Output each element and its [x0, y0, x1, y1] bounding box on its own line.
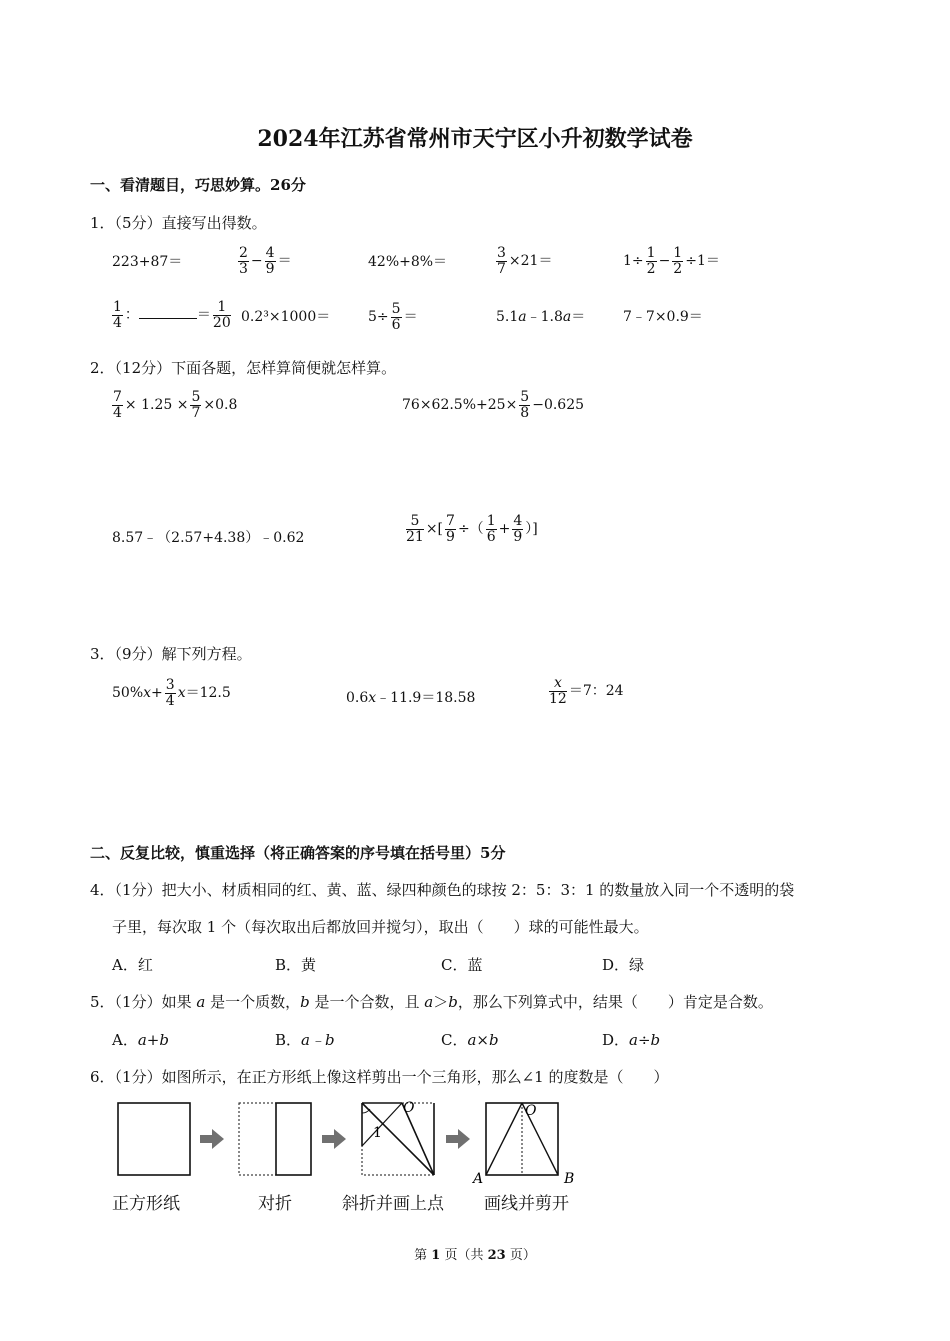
- q3-equation-1: 50%x+ $\frac{3}{4}$ x＝12.5: [112, 677, 231, 709]
- question-3-stem: 3．（9分）解下列方程。: [90, 645, 252, 663]
- point-b-label: B: [564, 1171, 575, 1186]
- fraction: $\frac{2}{3}$: [239, 245, 248, 277]
- answer-blank: [139, 306, 197, 319]
- question-2-stem: 2．（12分）下面各题，怎样算简便就怎样算。: [90, 359, 397, 377]
- q1-item-i: 5.1a﹣1.8a＝: [496, 309, 586, 325]
- folded-half-dashed: [239, 1103, 276, 1175]
- angle-1-label: 1: [373, 1125, 382, 1141]
- figure-caption-fold: 对折: [258, 1194, 292, 1214]
- arrow-icon: [322, 1129, 346, 1149]
- point-a-label: A: [473, 1171, 484, 1186]
- q2-expr-3: 8.57﹣（2.57+4.38）﹣0.62: [112, 530, 305, 546]
- q1-item-a: 223+87＝: [112, 254, 183, 270]
- q5-option-c: C．a×b: [441, 1031, 499, 1049]
- page-number-footer: 第 1 页（共 23 页）: [414, 1248, 536, 1263]
- fraction: $\frac{5}{7}$: [191, 389, 201, 421]
- question-1-stem: 1．（5分）直接写出得数。: [90, 214, 267, 232]
- fraction: $\frac{3}{4}$: [165, 677, 175, 709]
- fraction: $\frac{5}{8}$: [520, 389, 530, 421]
- point-o-label: O: [403, 1100, 415, 1116]
- question-4-line-2: 子里，每次取 1 个（每次取出后都放回并搅匀），取出（ ）球的可能性最大。: [112, 918, 649, 936]
- question-6-stem: 6．（1分）如图所示，在正方形纸上像这样剪出一个三角形，那么∠1 的度数是（ ）: [90, 1068, 669, 1086]
- figure-caption-cut: 画线并剪开: [484, 1194, 569, 1214]
- fraction: $\frac{4}{9}$: [265, 245, 275, 277]
- fraction: $\frac{5}{6}$: [391, 301, 401, 333]
- fraction: $\frac{x}{12}$: [549, 675, 567, 707]
- page-title: 2024年江苏省常州市天宁区小升初数学试卷: [257, 126, 693, 152]
- section-2-heading: 二、反复比较，慎重选择（将正确答案的序号填在括号里）5分: [90, 844, 506, 862]
- diagonal-fold-diagram: [362, 1100, 434, 1175]
- q4-option-a: A．红: [112, 956, 153, 974]
- q1-item-h: 5÷ $\frac{5}{6}$ ＝: [368, 301, 418, 333]
- q4-option-c: C．蓝: [441, 956, 483, 974]
- fraction: $\frac{4}{9}$: [513, 513, 523, 545]
- q1-item-j: 7﹣7×0.9＝: [623, 309, 703, 325]
- question-4-line-1: 4．（1分）把大小、材质相同的红、黄、蓝、绿四种颜色的球按 2：5：3：1 的数量放入同一个不透明的袋: [90, 881, 795, 899]
- fraction: $\frac{1}{4}$: [113, 299, 122, 331]
- q5-option-d: D．a÷b: [602, 1031, 661, 1049]
- q5-option-a: A．a+b: [112, 1031, 169, 1049]
- folded-half: [276, 1103, 311, 1175]
- cut-triangle-diagram: [471, 1103, 574, 1186]
- q3-equation-2: 0.6x﹣11.9＝18.58: [346, 690, 476, 706]
- q2-expr-2: 76×62.5%+25× $\frac{5}{8}$ −0.625: [402, 389, 585, 421]
- point-o-label: O: [525, 1103, 537, 1119]
- section-1-heading: 一、看清题目，巧思妙算。26分: [90, 176, 306, 194]
- q1-item-g: 0.2³×1000＝: [241, 309, 331, 325]
- figure-caption-diagonal: 斜折并画上点: [342, 1194, 444, 1214]
- q2-expr-1: $\frac{7}{4}$ × 1.25 × $\frac{5}{7}$ ×0.8: [113, 389, 238, 421]
- fraction: $\frac{1}{2}$: [646, 245, 656, 277]
- paper-folding-figure: [100, 1096, 600, 1186]
- q3-equation-3: $\frac{x}{12}$ ＝7：24: [549, 675, 624, 707]
- arrow-icon: [446, 1129, 470, 1149]
- question-5-stem: 5．（1分）如果 a 是一个质数，b 是一个合数，且 a＞b，那么下列算式中，结果（ ）肯定是合数。: [90, 993, 773, 1011]
- fraction: $\frac{7}{9}$: [446, 513, 455, 545]
- q1-item-e: 1÷ $\frac{1}{2}$ − $\frac{1}{2}$ ÷1＝: [623, 245, 720, 277]
- q1-item-b: $\frac{2}{3}$ − $\frac{4}{9}$ ＝: [239, 245, 292, 277]
- arrow-icon: [200, 1129, 224, 1149]
- q4-option-d: D．绿: [602, 956, 645, 974]
- fraction: $\frac{7}{4}$: [113, 389, 122, 421]
- q5-option-b: B．a﹣b: [275, 1031, 335, 1049]
- fraction: $\frac{1}{2}$: [673, 245, 683, 277]
- fraction: $\frac{3}{7}$: [497, 245, 506, 277]
- fraction: $\frac{1}{6}$: [486, 513, 496, 545]
- square-paper: [118, 1103, 190, 1175]
- figure-caption-square: 正方形纸: [112, 1194, 180, 1214]
- fraction: $\frac{1}{20}$: [212, 299, 231, 331]
- q2-expr-4: $\frac{5}{21}$ ×[ $\frac{7}{9}$ ÷（ $\frac{1}{6}$ + $\frac{4}{9}$ ）]: [406, 513, 538, 545]
- q1-item-c: 42%+8%＝: [368, 254, 448, 270]
- q4-option-b: B．黄: [275, 956, 317, 974]
- q1-item-f: $\frac{1}{4}$ ： ＝ $\frac{1}{20}$: [113, 299, 231, 331]
- fraction: $\frac{5}{21}$: [406, 513, 424, 545]
- q1-item-d: $\frac{3}{7}$ ×21＝: [497, 245, 553, 277]
